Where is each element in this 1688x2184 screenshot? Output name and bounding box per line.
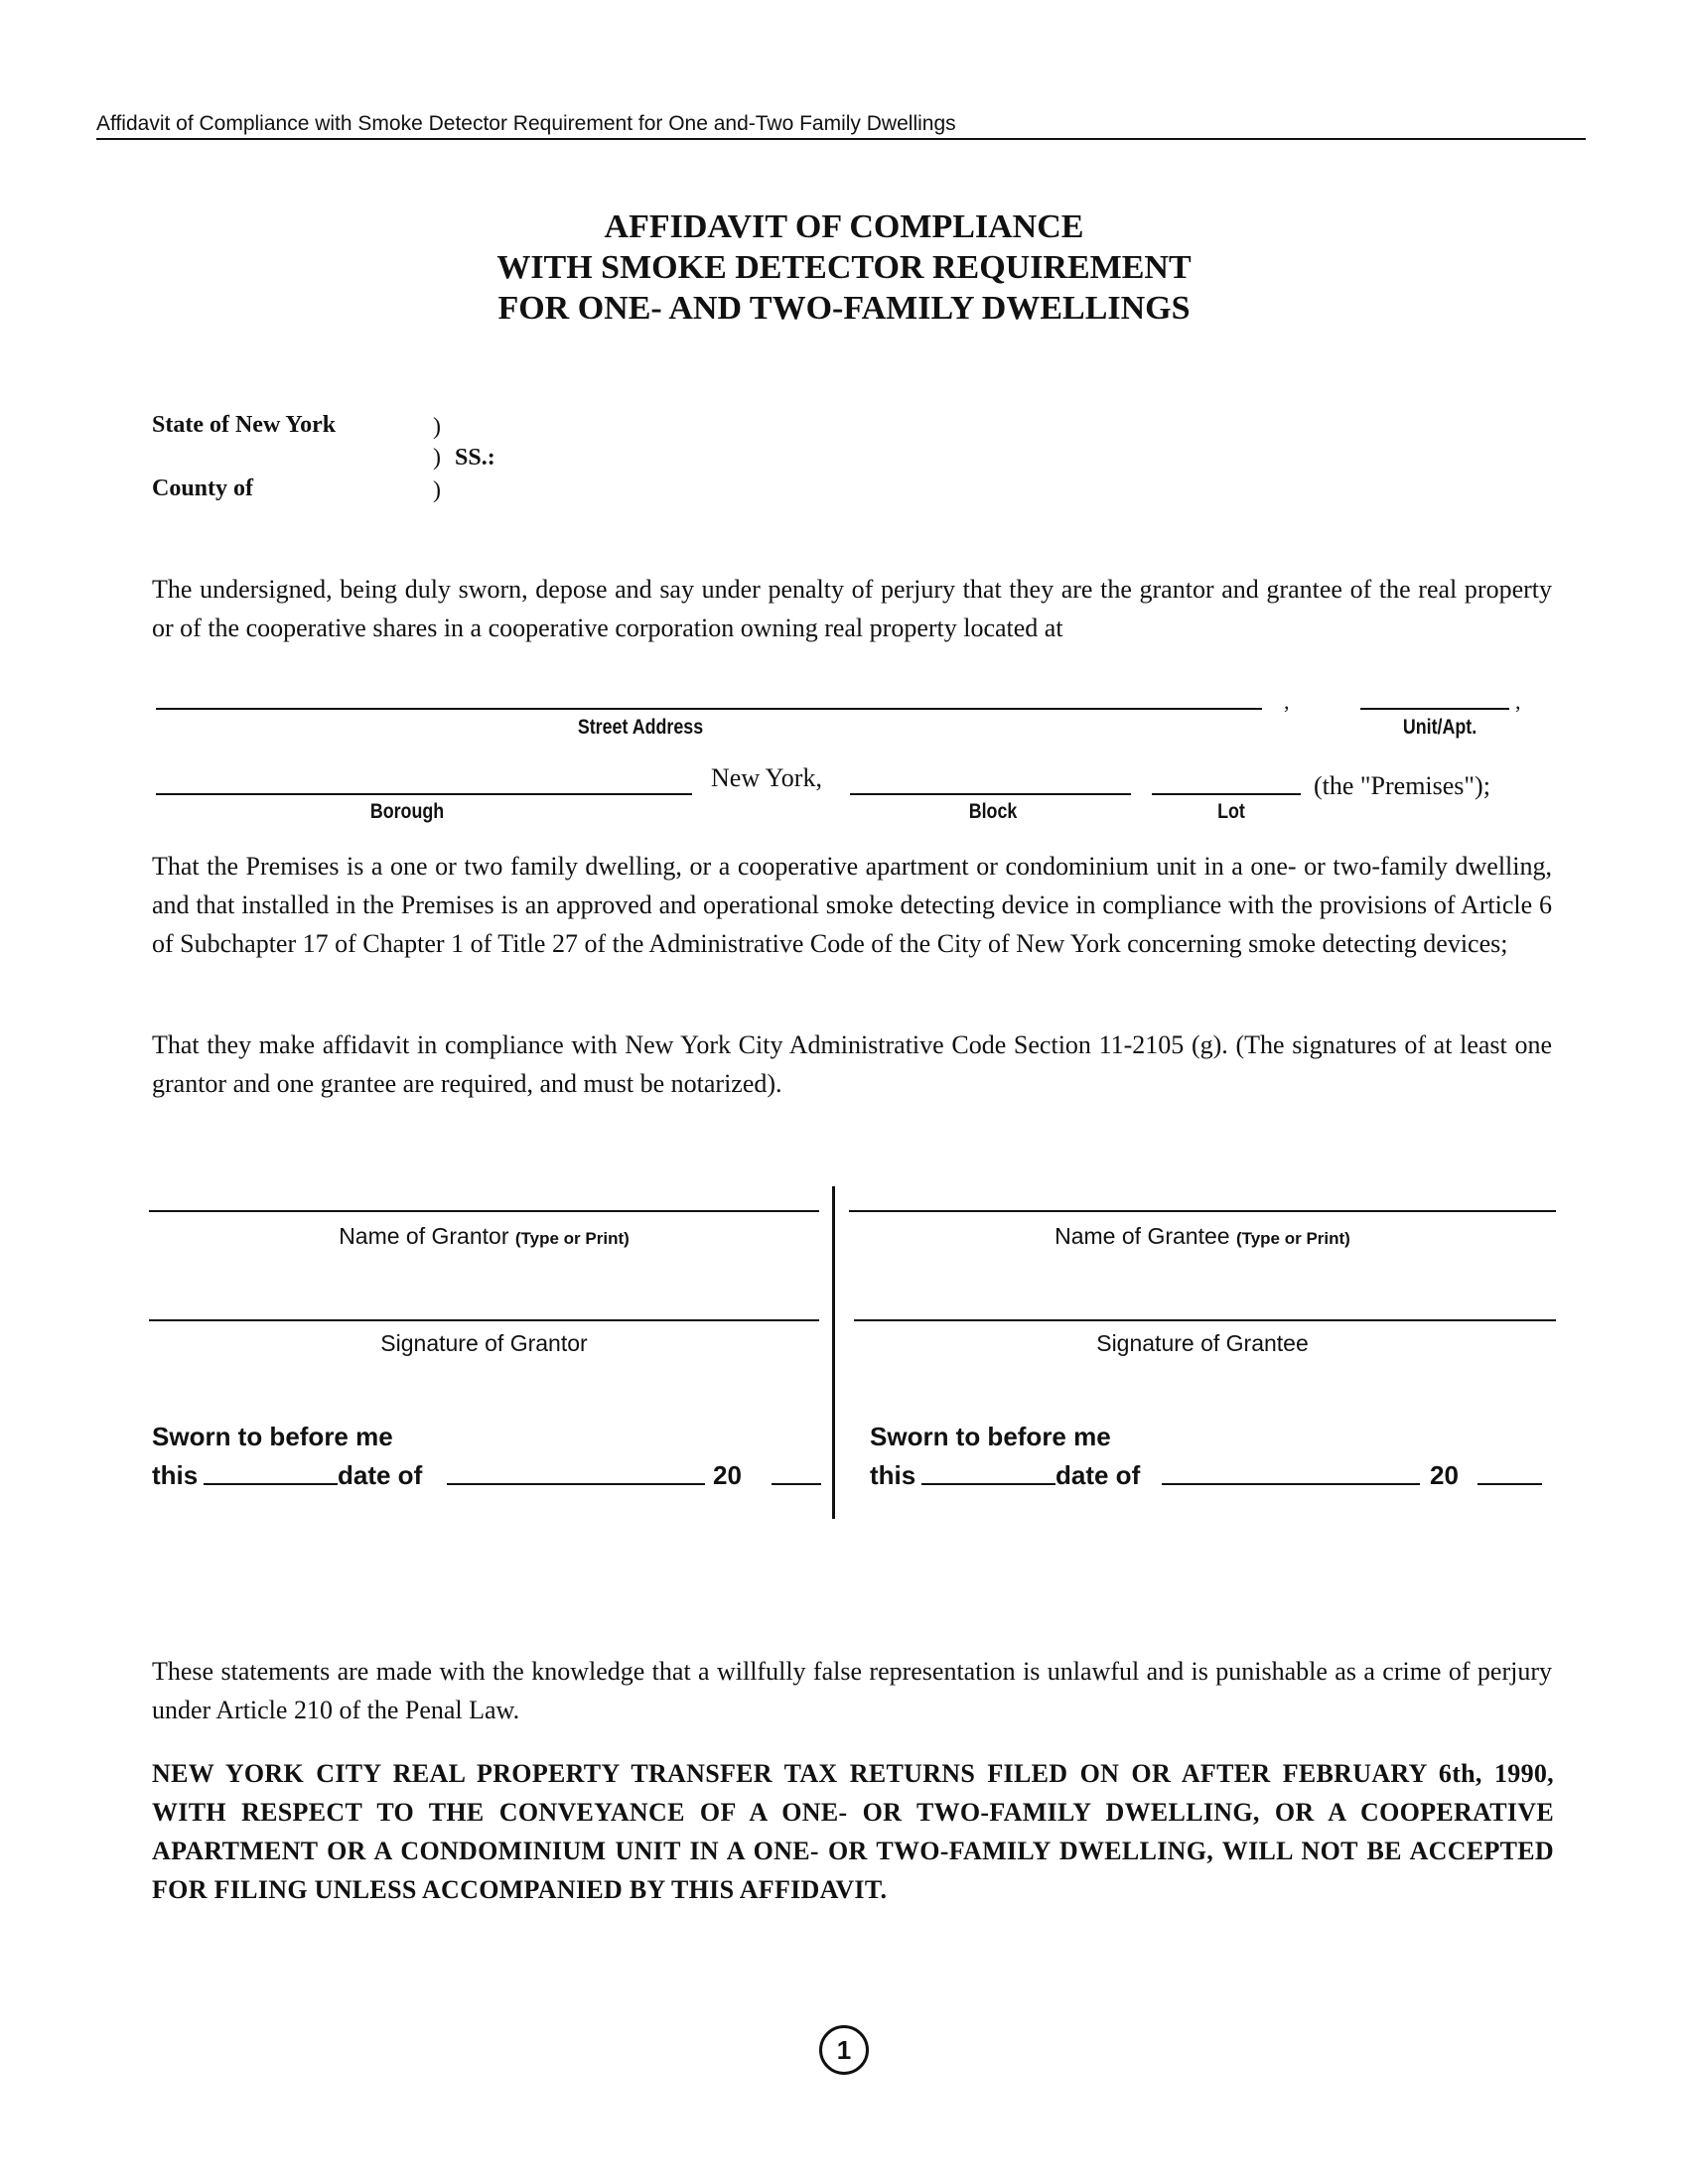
premises-text: (the "Premises"); xyxy=(1314,771,1490,800)
grantor-month-field[interactable] xyxy=(447,1483,705,1485)
state-label: State of New York xyxy=(152,412,337,438)
header-rule xyxy=(96,138,1586,140)
grantee-month-field[interactable] xyxy=(1162,1483,1420,1485)
street-address-label: Street Address xyxy=(577,716,704,739)
lot-field[interactable] xyxy=(1152,793,1301,795)
block-field[interactable] xyxy=(850,793,1131,795)
unit-apt-field[interactable] xyxy=(1360,708,1509,710)
premises-paragraph: That the Premises is a one or two family dwelling, or a cooperative apartment or condominium unit in a one- or two-family dwelling, and that installed in the Premises is an approved and operational smoke detecting device in compliance with the provisions of Article 6 of Subchapter 17 of Chapter 1 of Title 27 of the Administrative Code of the City of New York concerning smoke detecting devices; xyxy=(152,852,1552,958)
county-label: County of xyxy=(152,476,254,501)
city-text: New York, xyxy=(711,763,822,792)
grantor-sworn-this: this xyxy=(152,1460,199,1490)
address-comma-1: , xyxy=(1284,689,1290,714)
venue-paren-1: ) xyxy=(433,414,441,440)
grantor-signature-label: Signature of Grantor xyxy=(380,1330,588,1356)
intro-paragraph: The undersigned, being duly sworn, depose and say under penalty of perjury that they are the grantor and grantee of the real property or of the cooperative shares in a cooperative corporation owning real property located at xyxy=(152,575,1552,642)
page-number: 1 xyxy=(819,2025,869,2075)
street-address-field[interactable] xyxy=(156,708,1262,710)
venue-paren-2: ) xyxy=(433,445,441,471)
grantee-name-field[interactable] xyxy=(849,1210,1556,1212)
ss-label: SS.: xyxy=(455,445,495,471)
grantee-day-field[interactable] xyxy=(921,1483,1055,1485)
signature-divider xyxy=(832,1186,835,1519)
grantor-year-prefix: 20 xyxy=(713,1460,742,1490)
grantor-name-field[interactable] xyxy=(149,1210,819,1212)
grantee-sworn-date-of: date of xyxy=(1055,1460,1141,1490)
perjury-paragraph: These statements are made with the knowledge that a willfully false representation is unlawful and is punishable as a crime of perjury under Article 210 of the Penal Law. xyxy=(152,1657,1552,1724)
document-title-line-3: FOR ONE- AND TWO-FAMILY DWELLINGS xyxy=(497,290,1191,327)
grantee-year-field[interactable] xyxy=(1477,1483,1542,1485)
borough-label: Borough xyxy=(369,800,445,823)
grantor-sworn-date-of: date of xyxy=(338,1460,423,1490)
affidavit-paragraph: That they make affidavit in compliance with New York City Administrative Code Section 11-2105 (g). (The signatures of at least one grantor and one grantee are required, and must be notarized). xyxy=(152,1030,1552,1098)
grantor-day-field[interactable] xyxy=(204,1483,338,1485)
grantor-signature-field[interactable] xyxy=(149,1319,819,1321)
grantor-sworn-line: Sworn to before me xyxy=(152,1422,393,1451)
grantee-sworn-this: this xyxy=(870,1460,916,1490)
grantee-year-prefix: 20 xyxy=(1430,1460,1459,1490)
address-comma-2: , xyxy=(1515,689,1521,714)
grantee-signature-field[interactable] xyxy=(854,1319,1556,1321)
grantor-name-label: Name of Grantor (Type or Print) xyxy=(339,1223,630,1249)
block-label: Block xyxy=(968,800,1018,823)
unit-apt-label: Unit/Apt. xyxy=(1402,716,1477,739)
borough-field[interactable] xyxy=(156,793,692,795)
running-header: Affidavit of Compliance with Smoke Detector Requirement for One and-Two Family Dwellings xyxy=(96,112,956,135)
grantee-name-label: Name of Grantee (Type or Print) xyxy=(1055,1223,1350,1249)
filing-warning: NEW YORK CITY REAL PROPERTY TRANSFER TAX RETURNS FILED ON OR AFTER FEBRUARY 6th, 1990, WITH RESPECT TO THE CONVEYANCE OF A ONE- OR TWO-FAMILY DWELLING, OR A COOPERATIVE APARTMENT OR A CONDOMINIUM UNIT IN A ONE- OR TWO-FAMILY DWELLING, WILL NOT BE ACCEPTED FOR FILING UNLESS ACCOMPANIED BY THIS AFFIDAVIT. xyxy=(152,1759,1554,1904)
document-title-line-1: AFFIDAVIT OF COMPLIANCE xyxy=(604,208,1084,245)
grantee-signature-label: Signature of Grantee xyxy=(1096,1330,1309,1356)
grantee-sworn-line: Sworn to before me xyxy=(870,1422,1111,1451)
grantor-year-field[interactable] xyxy=(772,1483,821,1485)
venue-paren-3: ) xyxy=(433,478,441,503)
lot-label: Lot xyxy=(1217,800,1245,823)
document-title-line-2: WITH SMOKE DETECTOR REQUIREMENT xyxy=(496,249,1192,286)
